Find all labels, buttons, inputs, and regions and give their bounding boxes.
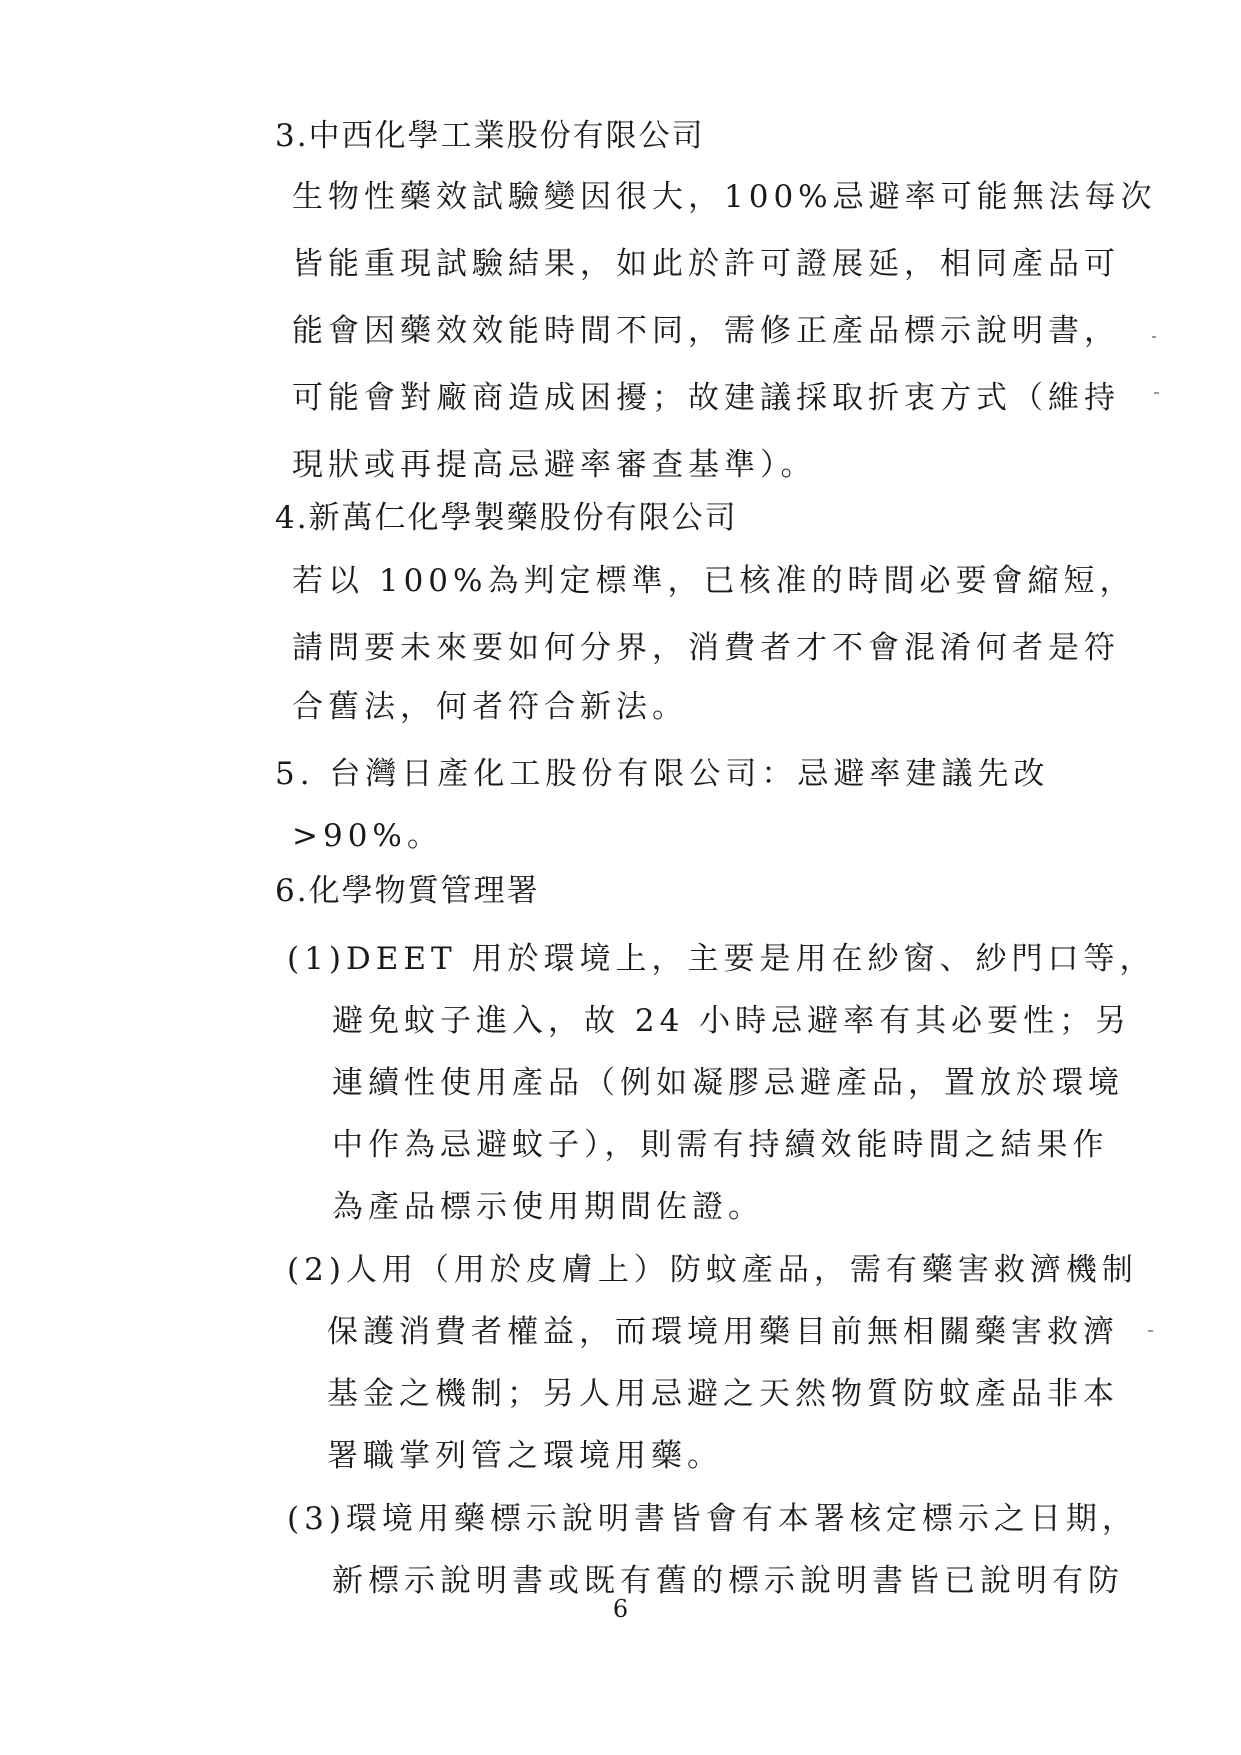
section-heading-3: 3.中西化學工業股份有限公司 [275,118,705,154]
list-item-1: (1)DEET 用於環境上，主要是用在紗窗、紗門口等， [287,941,1156,977]
section-heading-6: 6.化學物質管理署 [275,873,540,909]
paragraph-line: 現狀或再提高忌避率審查基準）。 [292,447,817,483]
list-item-line: 避免蚊子進入，故 24 小時忌避率有其必要性；另 [332,1003,1132,1039]
scan-speck [1148,1330,1153,1332]
paragraph-line: 若以 100%為判定標準，已核准的時間必要會縮短， [292,563,1136,599]
paragraph-line: >90%。 [292,818,443,854]
list-item-3: (3)環境用藥標示說明書皆會有本署核定標示之日期， [287,1501,1138,1537]
list-item-line: 署職掌列管之環境用藥。 [327,1438,723,1474]
list-item-2: (2)人用（用於皮膚上）防蚊產品，需有藥害救濟機制 [287,1252,1138,1288]
paragraph-line: 可能會對廠商造成困擾；故建議採取折衷方式（維持 [292,380,1120,416]
scan-speck [1152,336,1156,338]
scan-speck [1154,392,1159,394]
paragraph-line: 請問要未來要如何分界，消費者才不會混淆何者是符 [292,630,1120,666]
list-item-line: 中作為忌避蚊子），則需有持續效能時間之結果作 [332,1127,1109,1163]
list-item-line: 新標示說明書或既有舊的標示說明書皆已說明有防 [332,1563,1124,1599]
paragraph-line: 能會因藥效效能時間不同，需修正產品標示說明書， [292,313,1120,349]
paragraph-line: 生物性藥效試驗變因很大，100%忌避率可能無法每次 [292,179,1157,215]
list-item-line: 連續性使用產品（例如凝膠忌避產品，置放於環境 [332,1065,1124,1101]
section-heading-5: 5. 台灣日產化工股份有限公司：忌避率建議先改 [275,756,1050,792]
section-heading-4: 4.新萬仁化學製藥股份有限公司 [275,500,738,536]
page-number: 6 [612,1595,629,1623]
list-item-line: 為產品標示使用期間佐證。 [332,1189,764,1225]
list-item-line: 保護消費者權益，而環境用藥目前無相關藥害救濟 [327,1314,1119,1350]
paragraph-line: 皆能重現試驗結果，如此於許可證展延，相同產品可 [292,246,1120,282]
list-item-line: 基金之機制；另人用忌避之天然物質防蚊產品非本 [327,1376,1119,1412]
paragraph-line: 合舊法，何者符合新法。 [292,689,688,725]
